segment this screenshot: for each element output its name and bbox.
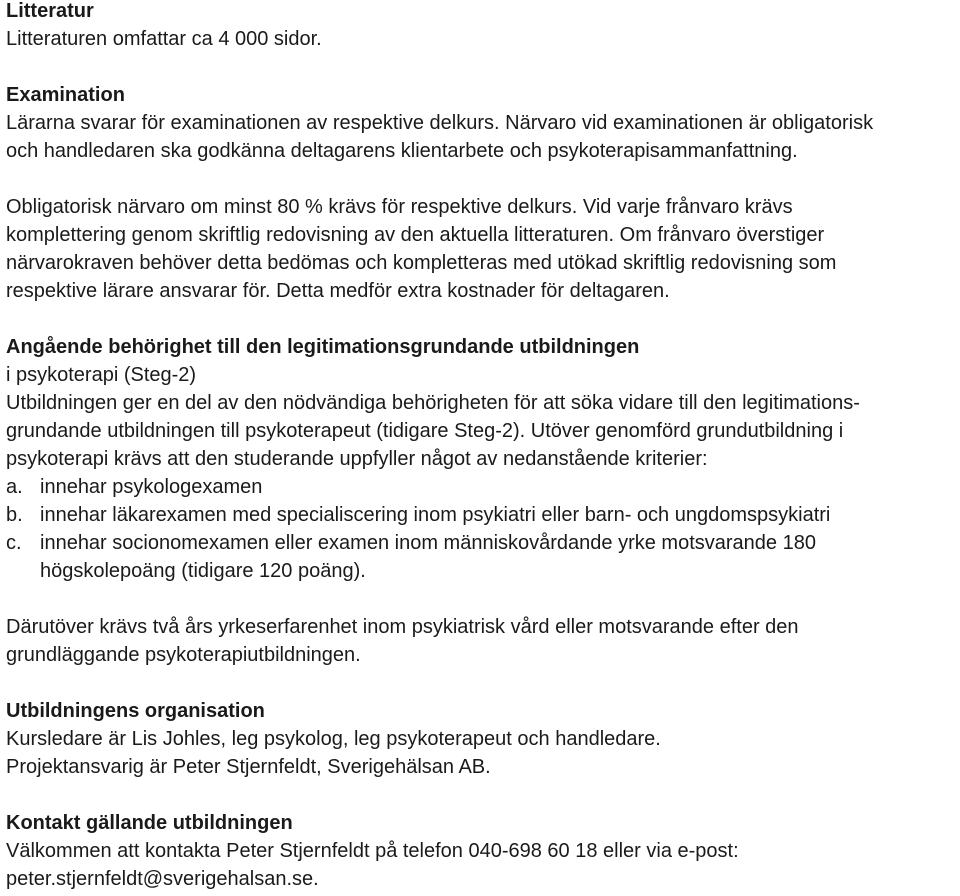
text-line: Litteraturen omfattar ca 4 000 sidor. <box>6 28 322 50</box>
text-line: Utbildningen ger en del av den nödvändiga behörigheten för att söka vidare till den legitimations- <box>6 392 860 414</box>
heading-kontakt: Kontakt gällande utbildningen <box>6 812 293 834</box>
list-item <box>6 529 958 557</box>
list-item <box>6 501 958 529</box>
text-line: Projektansvarig är Peter Stjernfeldt, Sverigehälsan AB. <box>6 756 491 778</box>
text-line: komplettering genom skriftlig redovisning av den aktuella litteraturen. Om frånvaro överstiger <box>6 224 825 246</box>
heading-litteratur: Litteratur <box>6 0 94 22</box>
list-item-text: innehar socionomexamen eller examen inom människovårdande yrke motsvarande 180 <box>40 532 816 554</box>
spacer <box>6 669 958 697</box>
text-line: Lärarna svarar för examinationen av respektive delkurs. Närvaro vid examinationen är obligatorisk <box>6 112 874 134</box>
spacer <box>6 53 958 81</box>
criteria-list <box>6 473 958 585</box>
text-line: respektive lärare ansvarar för. Detta medför extra kostnader för deltagaren. <box>6 280 670 302</box>
list-marker: c. <box>6 532 22 554</box>
text-line: i psykoterapi (Steg-2) <box>6 364 197 386</box>
list-marker: b. <box>6 504 23 526</box>
text-line: psykoterapi krävs att den studerande uppfyller något av nedanstående kriterier: <box>6 448 708 470</box>
spacer <box>6 585 958 613</box>
email-link[interactable]: peter.stjernfeldt@sverigehalsan.se. <box>6 868 319 890</box>
text-line: Därutöver krävs två års yrkeserfarenhet inom psykiatrisk vård eller motsvarande efter den <box>6 616 799 638</box>
heading-examination: Examination <box>6 84 125 106</box>
text-line: och handledaren ska godkänna deltagarens klientarbete och psykoterapisammanfattning. <box>6 140 798 162</box>
section-examination <box>6 81 958 305</box>
heading-organisation: Utbildningens organisation <box>6 700 265 722</box>
heading-behorighet: Angående behörighet till den legitimationsgrundande utbildningen <box>6 336 640 358</box>
text-line: närvarokraven behöver detta bedömas och kompletteras med utökad skriftlig redovisning som <box>6 252 837 274</box>
text-line: Obligatorisk närvaro om minst 80 % krävs för respektive delkurs. Vid varje frånvaro krävs <box>6 196 793 218</box>
spacer <box>6 781 958 809</box>
spacer <box>6 305 958 333</box>
document <box>6 0 958 893</box>
list-item-continuation: högskolepoäng (tidigare 120 poäng). <box>40 560 366 582</box>
list-item-text: innehar läkarexamen med specialiscering inom psykiatri eller barn- och ungdomspsykiatri <box>40 504 831 526</box>
text-line: Välkommen att kontakta Peter Stjernfeldt på telefon 040-698 60 18 eller via e-post: <box>6 840 739 862</box>
list-item <box>6 473 958 501</box>
list-marker: a. <box>6 476 23 498</box>
text-line: Kursledare är Lis Johles, leg psykolog, leg psykoterapeut och handledare. <box>6 728 661 750</box>
spacer <box>6 165 958 193</box>
list-item-text: innehar psykologexamen <box>40 476 263 498</box>
text-line: grundande utbildningen till psykoterapeut (tidigare Steg-2). Utöver genomförd grundutbildning i <box>6 420 844 442</box>
section-kontakt <box>6 809 958 893</box>
text-line: grundläggande psykoterapiutbildningen. <box>6 644 361 666</box>
section-behorighet <box>6 333 958 669</box>
section-organisation <box>6 697 958 781</box>
section-litteratur <box>6 0 958 53</box>
